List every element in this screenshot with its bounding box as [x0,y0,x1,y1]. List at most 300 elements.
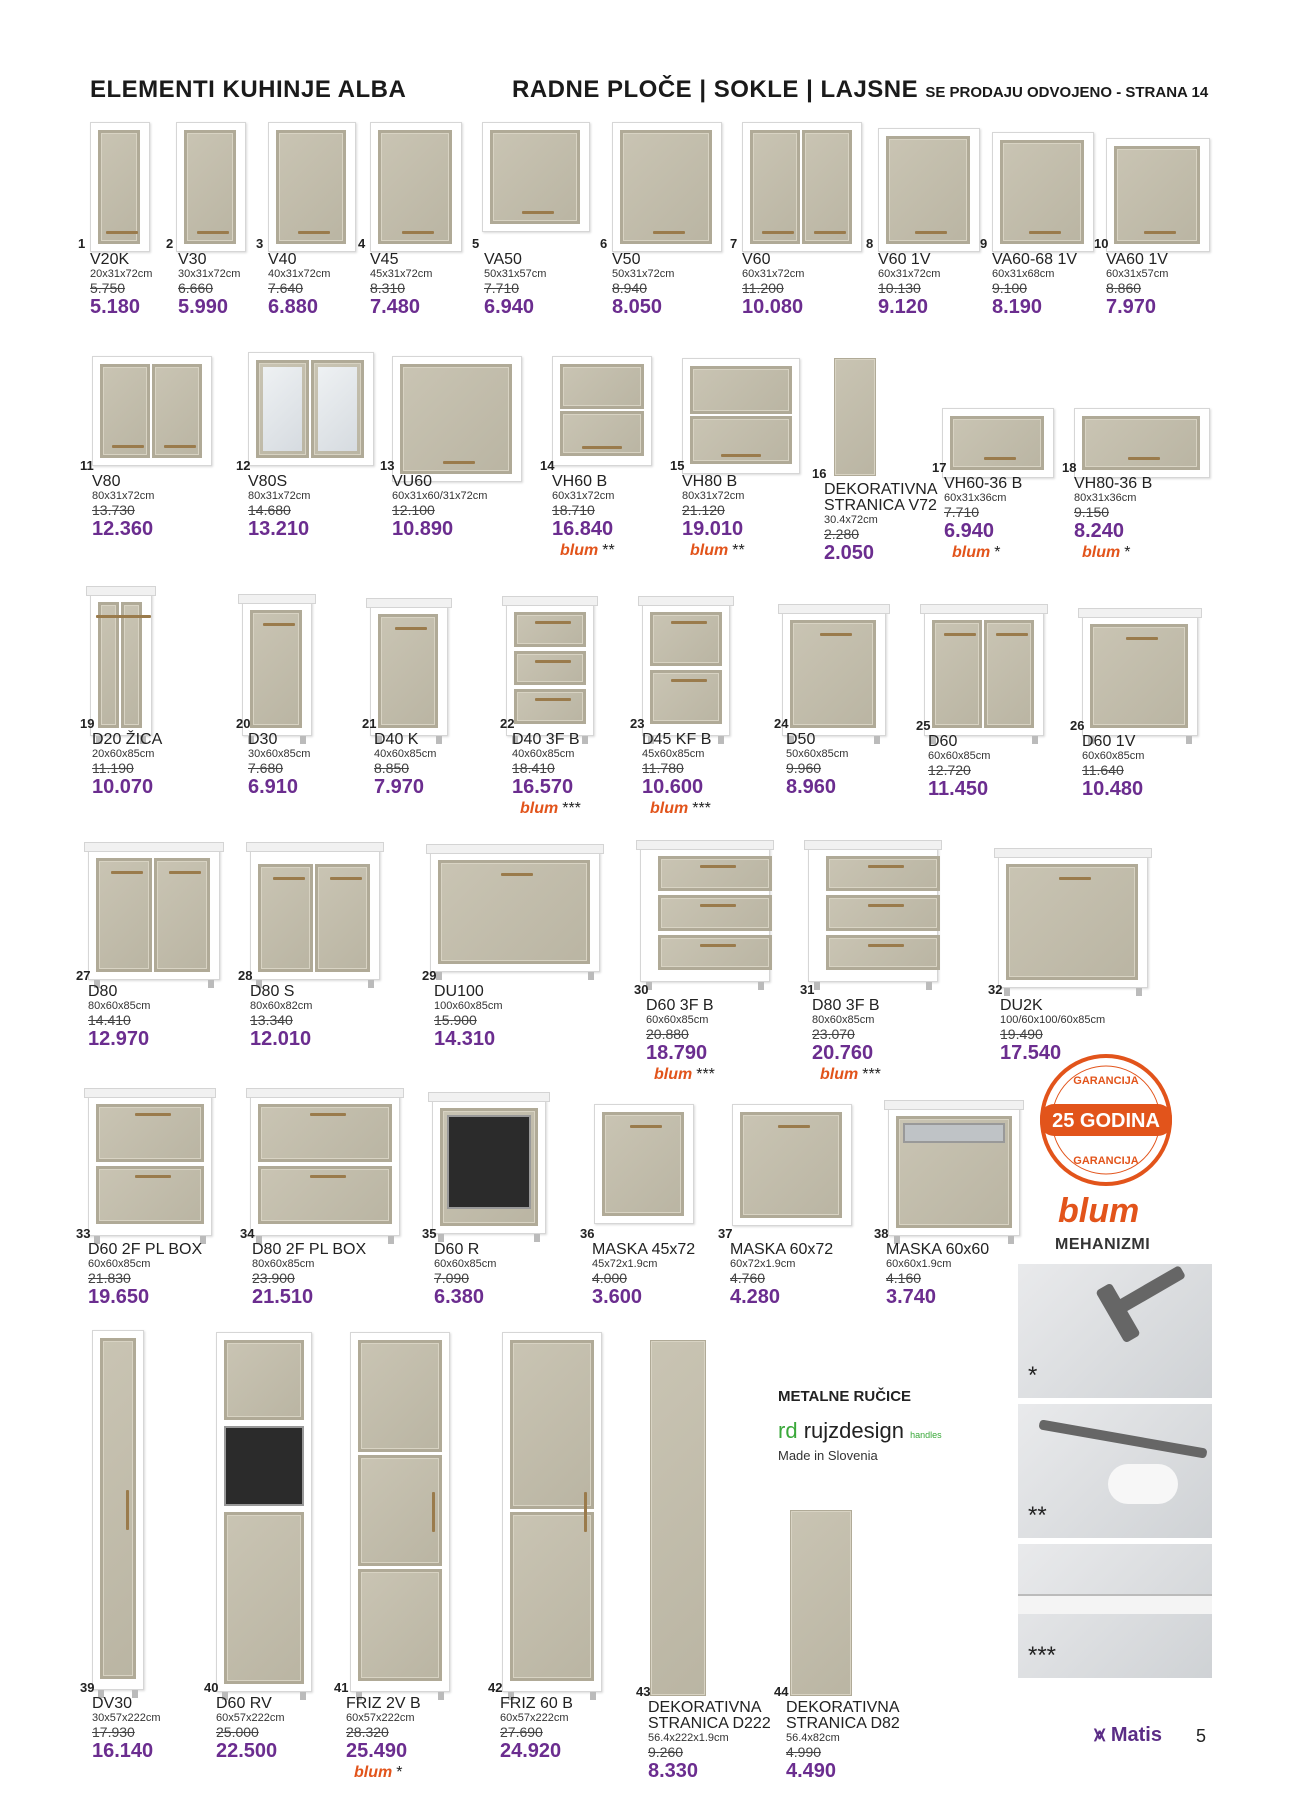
product-image-40 [216,1332,312,1692]
blum-stars: *** [562,800,581,817]
product-dimensions: 60x60x85cm [928,750,991,762]
product-old-price: 27.690 [500,1724,543,1740]
product-name: VH80 B [682,473,738,490]
product-name: V80S [248,473,288,490]
product-image-16 [834,358,876,476]
product-name: VH60 B [552,473,608,490]
product-old-price: 9.260 [648,1744,684,1760]
blum-badge [560,542,615,560]
handle [944,633,976,636]
product-number: 20 [236,716,251,731]
drawer-front [514,651,586,686]
product-image-26 [1082,616,1198,736]
product-price: 3.600 [592,1286,643,1308]
worktop [246,842,384,852]
product-name: D50 [786,731,816,748]
handle [535,698,571,701]
product-image-15 [682,358,800,474]
product-dimensions: 40x60x85cm [374,748,437,760]
handles-title: METALNE RUČICE [778,1388,912,1405]
product-number: 23 [630,716,645,731]
worktop [84,842,224,852]
cabinet-leg [1008,1236,1014,1244]
product-dimensions: 45x72x1.9cm [592,1258,658,1270]
door [100,1338,136,1679]
product-number: 40 [204,1680,219,1695]
door [1006,864,1138,980]
rujzdesign-logo [778,1418,942,1444]
handle [432,1492,435,1532]
product-price: 17.540 [1000,1042,1062,1064]
product-dimensions: 60x31x36cm [944,492,1007,504]
handle [1144,231,1176,234]
door [258,864,313,972]
product-dimensions: 50x31x57cm [484,268,547,280]
header-right-sub: SE PRODAJU ODVOJENO - STRANA 14 [925,84,1209,101]
product-image-2 [176,122,246,252]
drawer-front [826,856,940,891]
cabinet-leg [300,1692,306,1700]
blum-logo: blum [560,542,599,559]
product-price: 18.790 [646,1042,708,1064]
mechanism-image-3 [1018,1544,1212,1678]
product-old-price: 6.660 [178,280,214,296]
door [250,610,302,728]
product-price: 5.990 [178,296,229,318]
product-old-price: 15.900 [434,1012,477,1028]
handle [330,877,362,880]
handle [915,231,947,234]
cabinet-leg [590,1692,596,1700]
product-old-price: 23.070 [812,1026,855,1042]
product-old-price: 18.410 [512,760,555,776]
product-price: 10.600 [642,776,704,798]
mechanism-image-2 [1018,1404,1212,1538]
product-name: DEKORATIVNA STRANICA D82 [786,1699,900,1732]
product-old-price: 4.000 [592,1270,628,1286]
product-old-price: 5.750 [90,280,126,296]
product-old-price: 12.100 [392,502,435,518]
drawer-front [658,935,772,970]
product-dimensions: 80x60x85cm [88,1000,151,1012]
cabinet-leg [534,1234,540,1242]
handle [700,944,736,947]
cabinet-leg [300,736,306,744]
cabinet-leg [1136,988,1142,996]
product-image-25 [924,612,1044,736]
product-price: 8.050 [612,296,663,318]
worktop [246,1088,404,1098]
door [358,1340,442,1452]
product-price: 19.650 [88,1286,150,1308]
handle [671,621,707,624]
product-image-34 [250,1096,400,1236]
product-image-11 [92,356,212,466]
product-number: 15 [670,458,685,473]
handle [653,231,685,234]
door [1114,146,1200,244]
product-price: 14.310 [434,1028,496,1050]
product-name: MASKA 45x72 [592,1241,696,1258]
product-old-price: 8.850 [374,760,410,776]
product-image-35 [432,1100,546,1234]
product-name: V40 [268,251,297,268]
blum-logo: blum [520,800,559,817]
drawer-front [826,935,940,970]
product-name: D80 [88,983,118,1000]
product-old-price: 9.960 [786,760,822,776]
product-number: 24 [774,716,789,731]
product-number: 8 [866,236,874,251]
blum-badge [820,1066,881,1084]
door [490,130,580,224]
product-dimensions: 60x31x72cm [552,490,615,502]
handle [671,679,707,682]
drawer-front [514,612,586,647]
handle [298,231,330,234]
product-image-8 [878,128,980,252]
handle [402,231,434,234]
worktop [238,594,316,604]
product-number: 35 [422,1226,437,1241]
product-number: 19 [80,716,95,731]
product-dimensions: 30.4x72cm [824,514,878,526]
door [152,364,202,458]
door [154,858,210,972]
product-number: 13 [380,458,395,473]
handle [582,446,622,449]
product-old-price: 4.990 [786,1744,822,1760]
product-image-39 [92,1330,144,1690]
door [358,1569,442,1681]
product-dimensions: 50x60x85cm [786,748,849,760]
product-dimensions: 60x31x60/31x72cm [392,490,488,502]
product-image-5 [482,122,590,232]
worktop [366,598,452,608]
product-name: D40 3F B [512,731,580,748]
product-name: VA50 [484,251,522,268]
blum-stars: * [994,544,1001,561]
handle [700,865,736,868]
matis-brand-text: Matis [1110,1724,1162,1746]
blum-badge [650,800,711,818]
blum-stars: *** [696,1066,715,1083]
door [96,858,152,972]
product-number: 9 [980,236,988,251]
product-name: V80 [92,473,121,490]
lift-door [560,364,644,409]
cabinet-leg [388,1236,394,1244]
product-dimensions: 60x60x85cm [646,1014,709,1026]
cabinet-leg [1186,736,1192,744]
product-name: V60 [742,251,771,268]
handle [778,1125,810,1128]
door [802,130,852,244]
product-image-9 [992,132,1094,252]
header-left-title: ELEMENTI KUHINJE ALBA [90,76,407,103]
product-number: 33 [76,1226,91,1241]
handle [868,904,904,907]
worktop [84,1088,216,1098]
blum-logo: blum [690,542,729,559]
handle [535,660,571,663]
mechanisms-title: MEHANIZMI [1055,1236,1151,1253]
product-dimensions: 40x31x72cm [268,268,331,280]
product-image-28 [250,850,380,980]
door [315,864,370,972]
product-old-price: 28.320 [346,1724,389,1740]
product-price: 22.500 [216,1740,278,1762]
product-dimensions: 60x31x72cm [742,268,805,280]
worktop [804,840,942,850]
product-image-21 [370,606,448,736]
guarantee-bottom: GARANCIJA [1073,1155,1139,1167]
drawer-front [96,1104,204,1162]
worktop [1078,608,1202,618]
cabinet-body [834,358,876,476]
rd-logo-sub: handles [910,1430,942,1440]
handle [522,211,554,214]
worktop [884,1100,1024,1110]
product-number: 37 [718,1226,733,1241]
product-number: 34 [240,1226,255,1241]
product-name: D30 [248,731,278,748]
door [358,1455,442,1567]
product-number: 31 [800,982,815,997]
blum-logo: blum [354,1764,393,1781]
oven [224,1426,304,1506]
product-number: 12 [236,458,251,473]
handle [1126,637,1158,640]
drawer-front [258,1166,392,1224]
product-dimensions: 60x60x1.9cm [886,1258,952,1270]
product-price: 20.760 [812,1042,874,1064]
drawer-front [650,612,722,666]
product-image-7 [742,122,862,252]
product-price: 16.840 [552,518,614,540]
door [740,1112,842,1218]
blum-stars: *** [862,1066,881,1083]
product-old-price: 7.710 [484,280,520,296]
product-name: D80 3F B [812,997,880,1014]
product-price: 10.070 [92,776,154,798]
product-price: 10.890 [392,518,454,540]
glass-door [256,360,309,458]
worktop [638,596,734,606]
product-number: 18 [1062,460,1077,475]
guarantee-top: GARANCIJA [1073,1075,1139,1087]
product-name: DEKORATIVNA STRANICA D222 [648,1699,771,1732]
product-number: 41 [334,1680,349,1695]
product-dimensions: 80x31x72cm [92,490,155,502]
drawer-front [826,895,940,930]
product-image-23 [642,604,730,736]
handle [721,454,761,457]
drawer-front [96,1166,204,1224]
product-dimensions: 60x60x85cm [1082,750,1145,762]
door [378,130,452,244]
blum-logo: blum [820,1066,859,1083]
product-number: 6 [600,236,608,251]
product-name: D80 S [250,983,295,1000]
handle [984,457,1016,460]
guarantee-badge [1036,1050,1176,1190]
cabinet-leg [438,1692,444,1700]
appliance-frame [440,1108,538,1226]
product-name: D60 1V [1082,733,1136,750]
product-image-44 [790,1510,852,1696]
blum-badge [520,800,581,818]
product-number: 28 [238,968,253,983]
blum-logo: blum [654,1066,693,1083]
lift-door [690,366,792,414]
glass-pane [318,367,357,451]
product-old-price: 10.130 [878,280,921,296]
product-image-24 [782,612,886,736]
door [98,602,119,728]
product-number: 36 [580,1226,595,1241]
door [121,602,142,728]
product-dimensions: 56.4x222x1.9cm [648,1732,729,1744]
product-number: 21 [362,716,377,731]
guarantee-main: 25 GODINA [1052,1110,1160,1132]
door [790,620,876,728]
product-old-price: 9.150 [1074,504,1110,520]
product-dimensions: 60x72x1.9cm [730,1258,796,1270]
cabinet-leg [718,736,724,744]
product-old-price: 14.680 [248,502,291,518]
product-number: 2 [166,236,174,251]
product-old-price: 13.730 [92,502,135,518]
blum-badge [1082,544,1130,562]
product-old-price: 25.000 [216,1724,259,1740]
product-image-6 [612,122,722,252]
product-name: D45 KF B [642,731,712,748]
product-price: 4.490 [786,1760,837,1782]
door [984,620,1034,728]
blum-stars: * [396,1764,403,1781]
handle [535,621,571,624]
product-dimensions: 60x31x57cm [1106,268,1169,280]
product-image-4 [370,122,462,252]
product-old-price: 23.900 [252,1270,295,1286]
product-price: 16.140 [92,1740,154,1762]
product-price: 7.480 [370,296,421,318]
product-price: 4.280 [730,1286,781,1308]
product-number: 32 [988,982,1003,997]
cabinet-leg [814,982,820,990]
cabinet-leg [1004,988,1010,996]
door [620,130,712,244]
product-number: 4 [358,236,366,251]
product-old-price: 12.720 [928,762,971,778]
handle [197,231,229,234]
lift-door [560,411,644,456]
door [400,364,512,474]
worktop [502,596,598,606]
product-number: 7 [730,236,738,251]
handle [164,445,196,448]
product-image-30 [640,848,770,982]
door [276,130,346,244]
product-price: 6.910 [248,776,299,798]
product-name: DV30 [92,1695,133,1712]
product-price: 9.120 [878,296,929,318]
product-number: 14 [540,458,555,473]
product-name: DU2K [1000,997,1043,1014]
door [1000,140,1084,244]
product-image-41 [350,1332,450,1692]
product-old-price: 11.190 [92,760,134,776]
product-number: 11 [80,458,94,473]
page-number: 5 [1196,1726,1207,1746]
door [950,416,1044,470]
worktop [920,604,1048,614]
product-image-20 [242,602,312,736]
product-number: 38 [874,1226,889,1241]
product-image-13 [392,356,522,482]
blum-stars: ** [732,542,745,559]
handle [501,873,533,876]
handle [762,231,794,234]
product-image-18 [1074,408,1210,478]
blum-logo-large: blum [1058,1192,1140,1230]
product-old-price: 8.860 [1106,280,1142,296]
cabinet-leg [582,736,588,744]
product-name: FRIZ 60 B [500,1695,573,1712]
product-price: 19.010 [682,518,744,540]
appliance-frame [896,1116,1012,1228]
product-old-price: 11.780 [642,760,684,776]
product-name: VU60 [392,473,433,490]
product-number: 16 [812,466,827,481]
product-name: D40 K [374,731,419,748]
door [1082,416,1200,470]
product-old-price: 13.340 [250,1012,293,1028]
handle [273,877,305,880]
product-dimensions: 20x60x85cm [92,748,155,760]
product-price: 12.010 [250,1028,312,1050]
product-dimensions: 60x57x222cm [346,1712,415,1724]
drawer-front [658,856,772,891]
product-image-10 [1106,138,1210,252]
product-price: 8.960 [786,776,837,798]
door [932,620,982,728]
product-dimensions: 56.4x82cm [786,1732,840,1744]
rd-logo-mark: rd [778,1418,798,1443]
product-number: 42 [488,1680,503,1695]
product-image-31 [808,848,938,982]
product-image-14 [552,356,652,466]
product-dimensions: 60x60x85cm [88,1258,151,1270]
product-dimensions: 30x60x85cm [248,748,311,760]
handle [395,627,427,630]
cabinet-leg [132,1690,138,1698]
product-dimensions: 80x60x85cm [252,1258,315,1270]
product-name: D60 R [434,1241,480,1258]
cabinet-leg [368,980,374,988]
product-image-33 [88,1096,212,1236]
product-number: 10 [1094,236,1109,251]
door [602,1112,684,1216]
product-name: D20 ŽICA [92,731,163,748]
header-right-main: RADNE PLOČE | SOKLE | LAJSNE [512,76,919,103]
product-price: 12.970 [88,1028,150,1050]
handle [106,231,138,234]
handle [310,1175,346,1178]
product-number: 26 [1070,718,1085,733]
appliance [447,1115,531,1209]
